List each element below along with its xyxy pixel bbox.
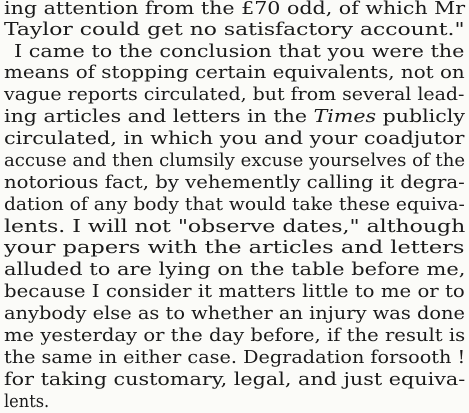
text-line: lents. — [4, 391, 50, 412]
text-line: lents. I will not "observe dates," although — [4, 216, 466, 237]
text-segment: ing articles and letters in the — [4, 106, 314, 127]
text-line: for taking customary, legal, and just equiva- — [4, 369, 466, 390]
text-line: means of stopping certain equivalents, not on — [4, 62, 465, 83]
text-line: notorious fact, by vehemently calling it degra- — [4, 172, 465, 193]
text-line: I came to the conclusion that you were the — [14, 41, 465, 62]
text-line: me yesterday or the day before, if the result is — [4, 325, 466, 346]
text-line: ing attention from the £70 odd, of which Mr — [4, 0, 466, 19]
text-line — [4, 106, 465, 128]
text-line: dation of any body that would take these equiva- — [4, 194, 465, 215]
text-line: vague reports circulated, but from several lead- — [4, 84, 465, 105]
text-line: your papers with the articles and letters — [4, 237, 465, 258]
text-line: Taylor could get no satisfactory account." — [4, 19, 465, 40]
text-segment: publicly — [376, 106, 465, 127]
newspaper-title: Times — [313, 106, 377, 127]
text-line: because I consider it matters little to me or to — [4, 281, 465, 302]
text-line: the same in either case. Degradation forsooth ! — [4, 347, 466, 368]
text-line: circulated, in which you and your coadjutor — [4, 128, 465, 149]
text-line: anybody else as to whether an injury was done — [4, 303, 465, 324]
text-line: accuse and then clumsily excuse yourselves of the — [4, 150, 466, 171]
text-line: alluded to are lying on the table before me, — [4, 259, 466, 280]
